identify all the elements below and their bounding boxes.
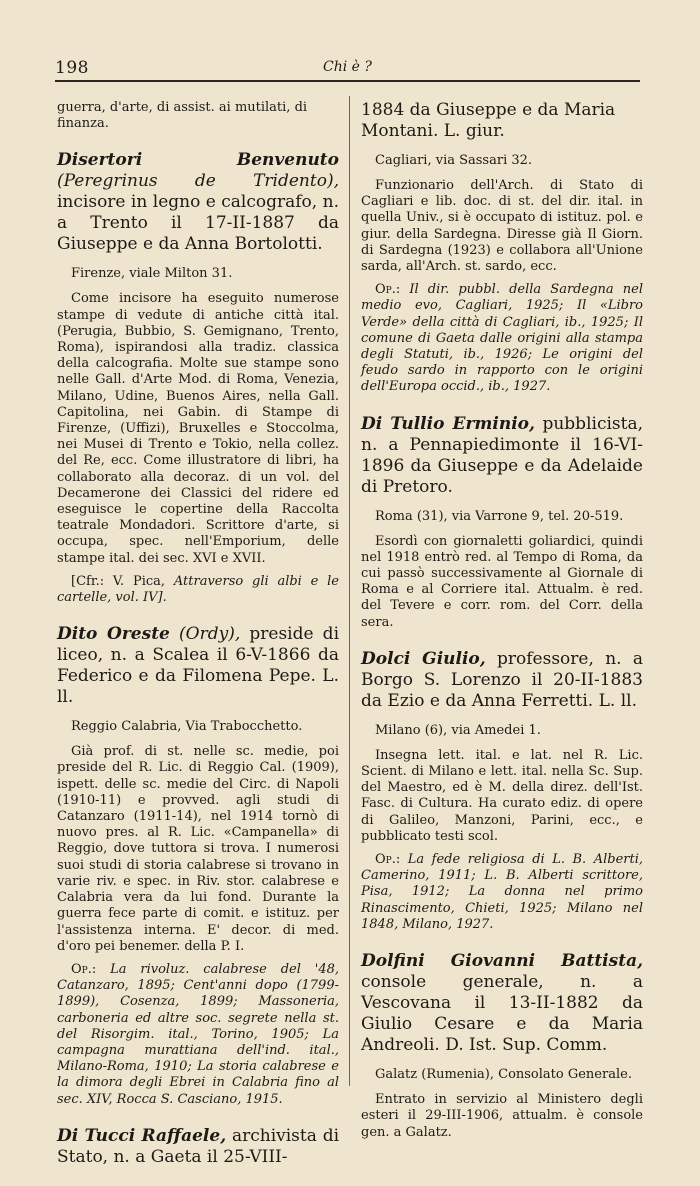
page-header xyxy=(55,58,640,78)
entry-heading xyxy=(57,624,339,708)
entry-reference xyxy=(57,574,339,606)
entry-name: Dito Oreste xyxy=(57,624,170,645)
entry-address: Roma (31), via Varrone 9, tel. 20-519. xyxy=(375,508,624,524)
entry-di-tullio xyxy=(361,414,643,631)
entry-name: Dolfini Giovanni Battista, xyxy=(361,951,643,972)
works-text: La rivoluz. calabrese del '48, Catanzaro, 1895; Cent'anni dopo (1799-1899), Cosenza, 1899; Massoneria, carboneria ed altre soc. segrete nella st. del Risorgim. ital., Torino, 1905; La campagna murattiana dell'ind. ital., Milano-Roma, 1910; La storia calabrese e la dimora degli Ebrei in Calabria fino al sec. XIV, Rocca S. Casciano, 1915. xyxy=(57,961,339,1107)
entry-pseudonym: (Peregrinus de Tridento), xyxy=(57,171,339,192)
entry-name: Disertori Benvenuto xyxy=(57,150,339,171)
reference-label: [Cfr.: V. Pica, xyxy=(71,573,166,589)
entry-heading-rest: pubblicista, n. a Pennapiedimonte il 16-VI-1896 da Giuseppe e da Adelaide di Pretoro. xyxy=(361,413,643,497)
entry-address: Galatz (Rumenia), Consolato Generale. xyxy=(375,1067,632,1083)
entry-body: Funzionario dell'Arch. di Stato di Cagliari e lib. doc. di st. del dir. ital. in quella Univ., si è occupato di istituz. pol. e giur. della Sardegna. Diresse già Il Giorn. di Sardegna (1923) e collabora all'Unione sarda, all'Arch. st. sardo, ecc. xyxy=(361,178,643,275)
works-label: Op.: xyxy=(375,282,401,298)
entry-works xyxy=(361,282,643,395)
entry-heading xyxy=(361,649,643,712)
entry-body: Insegna lett. ital. e lat. nel R. Lic. Scient. di Milano e lett. ital. nella Sc. Sup. del Maestro, ed è M. della direz. dell'Ist. Fasc. di Cultura. Ha curato ediz. di opere di Galileo, Manzoni, Parini, ecc., e pubblicato testi scol. xyxy=(361,747,643,844)
entry-dolfini xyxy=(361,951,643,1141)
entry-name: Di Tucci Raffaele, xyxy=(57,1125,227,1146)
header-rule xyxy=(55,80,640,82)
entry-heading xyxy=(57,1126,339,1168)
entry-address: Firenze, viale Milton 31. xyxy=(71,266,233,282)
entry-works xyxy=(361,852,643,933)
entry-body: Esordì con giornaletti goliardici, quindi nel 1918 entrò red. al Tempo di Roma, da cui passò successivamente al Giornale di Roma e al Corriere ital. Attualm. è red. del Tevere e corr. rom. del Corr. della sera. xyxy=(361,533,643,630)
entry-di-tucci xyxy=(57,1126,339,1168)
entry-heading xyxy=(361,414,643,498)
reference-text: Attraverso gli albi e le cartelle, vol. IV]. xyxy=(57,573,339,606)
entry-heading-rest: incisore in legno e calcografo, n. a Trento il 17-II-1887 da Giuseppe e da Anna Bortolotti. xyxy=(57,192,339,255)
works-label: Op.: xyxy=(71,961,97,977)
entry-di-tucci-continued xyxy=(361,100,643,396)
entry-pseudonym: (Ordy), xyxy=(179,624,241,645)
works-label: Op.: xyxy=(375,852,401,868)
entry-address: Reggio Calabria, Via Trabocchetto. xyxy=(71,719,303,735)
entry-heading-rest: console generale, n. a Vescovana il 13-II-1882 da Giulio Cesare e da Maria Andreoli. D. Ist. Sup. Comm. xyxy=(361,972,643,1056)
entry-disertori xyxy=(57,150,339,606)
works-text: La fede religiosa di L. B. Alberti, Camerino, 1911; L. B. Alberti scrittore, Pisa, 1912; La donna nel primo Rinascimento, Chieti, 1925; Milano nel 1848, Milano, 1927. xyxy=(361,852,643,932)
entry-heading-rest: preside di liceo, n. a Scalea il 6-V-1866 da Federico e da Filomena Pepe. L. ll. xyxy=(57,624,340,708)
entry-dolci xyxy=(361,649,643,933)
entry-heading-rest: professore, n. a Borgo S. Lorenzo il 20-II-1883 da Ezio e da Anna Ferretti. L. ll. xyxy=(361,648,644,711)
entry-body: Già prof. di st. nelle sc. medie, poi preside del R. Lic. di Reggio Cal. (1909), ispett. delle sc. medie del Circ. di Napoli (1910-11) e provved. agli studi di Catanzaro (1911-14), nel 1914 tornò di nuovo pres. al R. Lic. «Campanella» di Reggio, dove tuttora si trova. I numerosi suoi studi di storia calabrese si trovano in varie riv. e spec. in Riv. stor. calabrese e Calabria vera da lui fond. Durante la guerra fece parte di comit. e istituz. per l'assistenza interna. E' decor. di med. d'oro pei benemer. della P. I. xyxy=(57,744,339,954)
entry-address: Milano (6), via Amedei 1. xyxy=(375,722,541,738)
works-text: Il dir. pubbl. della Sardegna nel medio evo, Cagliari, 1925; Il «Libro Verde» della città di Cagliari, ib., 1925; Il comune di Gaeta dalle origini alla stampa degli Statuti, ib., 1926; Le origini del feudo sardo in rapporto con le origini dell'Europa occid., ib., 1927. xyxy=(361,282,643,395)
entry-heading-rest: archivista di Stato, n. a Gaeta il 25-VIII- xyxy=(57,1125,340,1167)
running-head: Chi è ? xyxy=(323,59,372,75)
entry-heading xyxy=(57,150,339,255)
entry-address: Cagliari, via Sassari 32. xyxy=(375,153,533,168)
continued-heading: 1884 da Giuseppe e da Maria Montani. L. giur. xyxy=(361,100,616,141)
entry-body: Come incisore ha eseguito numerose stampe di vedute di antiche città ital. (Perugia, Bubbio, S. Gemignano, Trento, Roma), ispirandosi alla tradiz. classica della calcografia. Molte sue stampe sono nelle Gall. d'Arte Mod. di Roma, Venezia, Milano, Udine, Buenos Aires, nella Gall. Capitolina, nei Gabin. di Stampe di Firenze, (Uffizi), Bruxelles e Stoccolma, nei Musei di Trento e Tokio, nella collez. del Re, ecc. Come illustratore di libri, ha collaborato alla decoraz. di un vol. del Decamerone dei Classici del ridere ed eseguisce le copertine della Raccolta teatrale Mondadori. Scrittore d'arte, si occupa, spec. nell'Emporium, delle stampe ital. dei sec. XVI e XVII. xyxy=(57,291,339,566)
entry-body: Entrato in servizio al Ministero degli esteri il 29-III-1906, attualm. è console gen. a Galatz. xyxy=(361,1092,643,1140)
entry-name: Di Tullio Erminio, xyxy=(361,413,535,434)
page-number: 198 xyxy=(55,58,89,78)
entry-works xyxy=(57,962,339,1108)
continued-text: guerra, d'arte, di assist. ai mutilati, di finanza. xyxy=(57,100,308,132)
column-divider xyxy=(349,96,350,1086)
right-column xyxy=(361,100,643,1159)
entry-heading xyxy=(361,951,643,1056)
left-column xyxy=(57,100,339,1186)
entry-dito xyxy=(57,624,339,1107)
entry-name: Dolci Giulio, xyxy=(361,648,486,669)
